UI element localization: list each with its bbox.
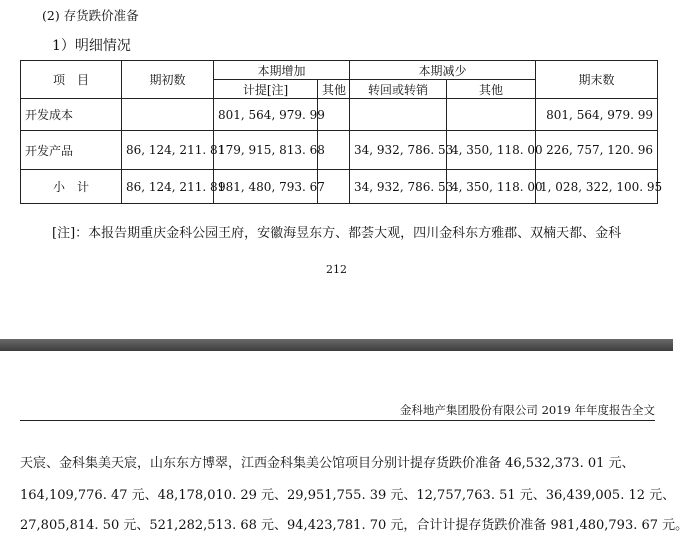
- section-heading: (2) 存货跌价准备: [42, 8, 139, 23]
- document-running-header: 金科地产集团股份有限公司 2019 年年度报告全文: [399, 403, 655, 417]
- paragraph-line: 164,109,776. 47 元、48,178,010. 29 元、29,951,755. 39 元、12,757,763. 51 元、36,439,005. 12 元、: [20, 488, 676, 503]
- sub-heading: 1）明细情况: [52, 38, 131, 54]
- row-reversal: 34, 932, 786. 53: [350, 131, 447, 170]
- row-provision: 981, 480, 793. 67: [214, 170, 318, 204]
- page-break-bar: [0, 339, 673, 351]
- header-increase: 本期增加: [214, 61, 350, 80]
- row-decrease-other: 4, 350, 118. 00: [447, 131, 536, 170]
- paragraph-line: 27,805,814. 50 元、521,282,513. 68 元、94,423,781. 70 元，合计计提存货跌价准备 981,480,793. 67 元。: [20, 518, 688, 533]
- header-closing: 期末数: [536, 61, 658, 99]
- header-opening: 期初数: [122, 61, 214, 99]
- header-rule: [20, 420, 655, 421]
- row-closing: 801, 564, 979. 99: [536, 99, 658, 131]
- row-decrease-other: [447, 99, 536, 131]
- table-footnote: [注]：本报告期重庆金科公园王府，安徽海昱东方、都荟大观，四川金科东方雅郡、双楠天都、金科: [52, 226, 622, 241]
- row-provision: 801, 564, 979. 99: [214, 99, 318, 131]
- page-number: 212: [326, 263, 347, 276]
- header-item: 项 目: [21, 61, 122, 99]
- header-decrease-reversal: 转回或转销: [350, 80, 447, 99]
- row-item: 小 计: [21, 170, 122, 204]
- header-increase-provision: 计提[注]: [214, 80, 318, 99]
- inventory-impairment-table: [20, 60, 663, 204]
- row-provision: 179, 915, 813. 68: [214, 131, 318, 170]
- header-decrease-other: 其他: [447, 80, 536, 99]
- row-item: 开发产品: [21, 131, 122, 170]
- row-opening: 86, 124, 211. 81: [122, 170, 214, 204]
- row-opening: [122, 99, 214, 131]
- row-reversal: [350, 99, 447, 131]
- row-reversal: 34, 932, 786. 53: [350, 170, 447, 204]
- table-row: [21, 99, 658, 131]
- header-decrease: 本期减少: [350, 61, 536, 80]
- row-closing: 1, 028, 322, 100. 95: [536, 170, 658, 204]
- table-row-subtotal: [21, 170, 658, 204]
- table-row: [21, 131, 658, 170]
- row-closing: 226, 757, 120. 96: [536, 131, 658, 170]
- row-decrease-other: 4, 350, 118. 00: [447, 170, 536, 204]
- paragraph-line: 天宸、金科集美天宸，山东东方博翠，江西金科集美公馆项目分别计提存货跌价准备 46,532,373. 01 元、: [20, 456, 635, 471]
- row-item: 开发成本: [21, 99, 122, 131]
- header-increase-other: 其他: [318, 80, 350, 99]
- row-opening: 86, 124, 211. 81: [122, 131, 214, 170]
